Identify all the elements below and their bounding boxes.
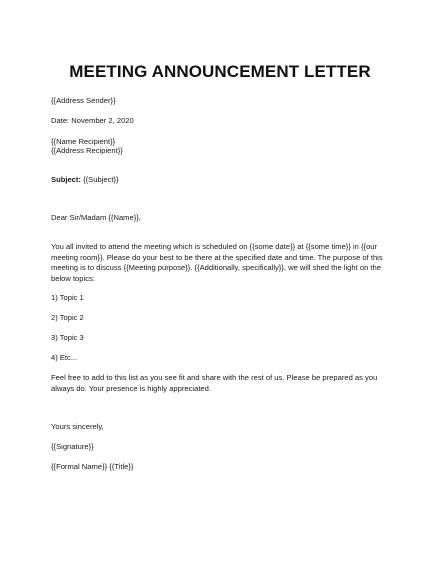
address-sender: {{Address Sender}} <box>51 96 116 105</box>
letter-date: Date: November 2, 2020 <box>51 116 134 125</box>
letter-title: MEETING ANNOUNCEMENT LETTER <box>69 62 371 81</box>
subject-label: Subject: <box>51 175 81 184</box>
valediction: Yours sincerely, <box>51 422 104 431</box>
subject-value: {{Subject}} <box>80 175 119 184</box>
subject-line <box>51 175 119 185</box>
closing-paragraph: Feel free to add to this list as you see fit and share with the rest of us. Please be prepared as you always do. Your presence is highly appreciated. <box>51 373 378 393</box>
name-recipient: {{Name Recipient}} <box>51 137 116 146</box>
signature-placeholder: {{Signature}} <box>51 442 94 451</box>
formal-name-title: {{Formal Name}} {{Title}} <box>51 462 134 471</box>
body-paragraph: You all invited to attend the meeting which is scheduled on {{some date}} at {{some time}} in {{our meeting room}}. Please do your best to be there at the specified date and time. The purpose of this meeting is to discuss {{Meeting purpose}}. {{Additionally, specifically}}, we will shed the light on the below topics: <box>51 242 383 283</box>
address-recipient: {{Address Recipient}} <box>51 146 123 155</box>
list-item-topic-1: 1) Topic 1 <box>51 293 84 302</box>
list-item-etc: 4) Etc... <box>51 353 78 362</box>
list-item-topic-3: 3) Topic 3 <box>51 333 84 342</box>
salutation: Dear Sir/Madam {{Name}}, <box>51 213 141 222</box>
list-item-topic-2: 2) Topic 2 <box>51 313 84 322</box>
